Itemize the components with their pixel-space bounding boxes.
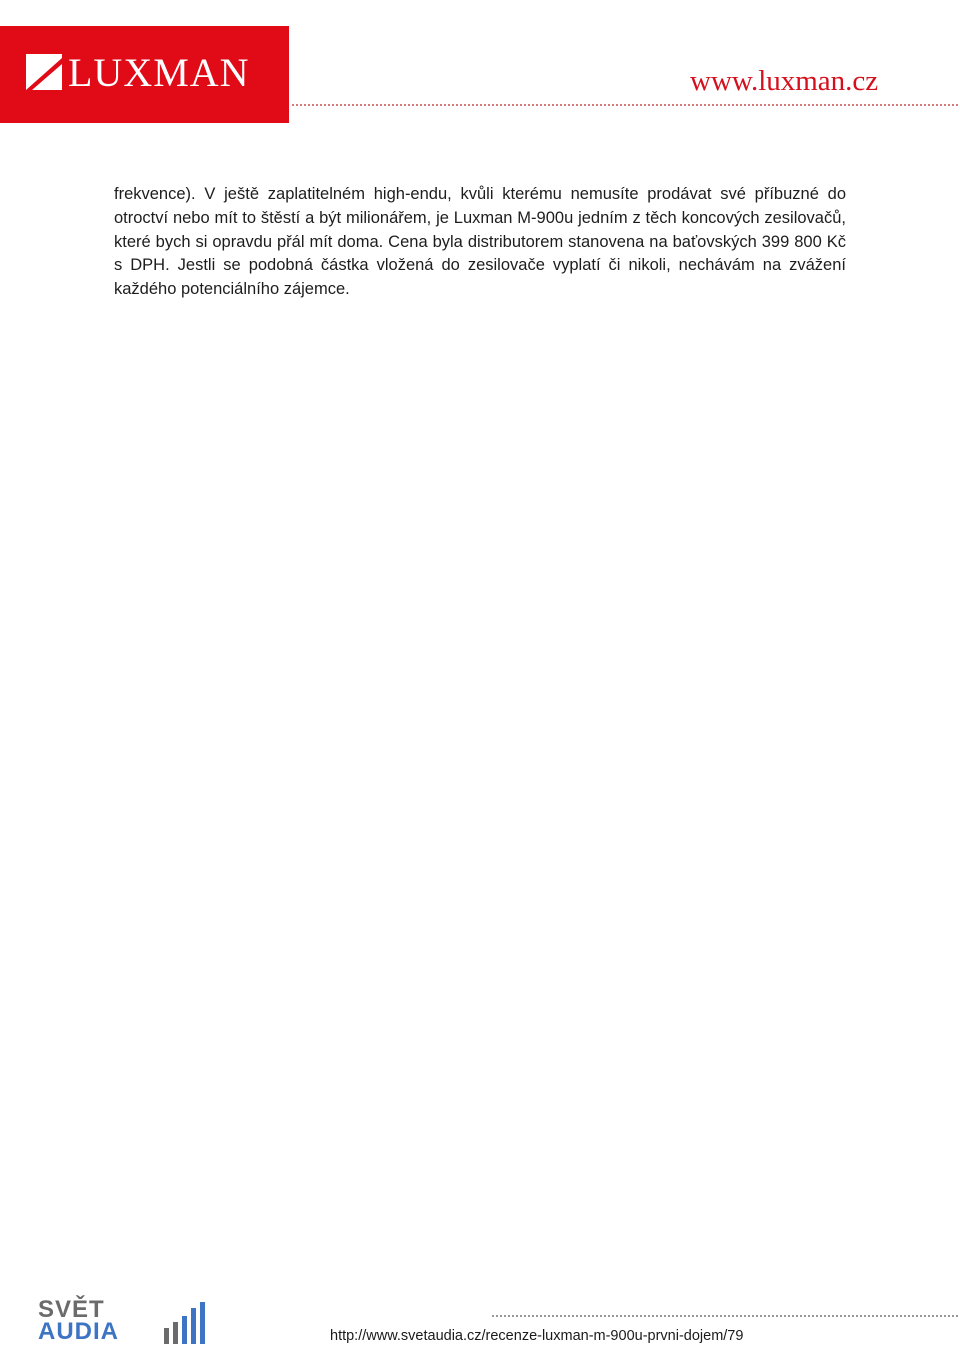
- svet-audia-logo: [38, 1298, 214, 1346]
- luxman-brand-text: LUXMAN: [68, 50, 250, 95]
- equalizer-bars-icon: [164, 1302, 214, 1344]
- luxman-logo-banner: [0, 26, 289, 123]
- logo-line-svet: SVĚT: [38, 1296, 105, 1323]
- source-url-link[interactable]: http://www.svetaudia.cz/recenze-luxman-m-900u-prvni-dojem/79: [330, 1328, 744, 1344]
- luxman-mark-icon: [26, 54, 62, 90]
- footer-divider: [492, 1315, 958, 1317]
- header-divider: [292, 104, 958, 106]
- article-paragraph: frekvence). V ještě zaplatitelném high-endu, kvůli kterému nemusíte prodávat své příbuzné do otroctví nebo mít to štěstí a být milionářem, je Luxman M-900u jedním z těch koncových zesilovačů, které bych si opravdu přál mít doma. Cena byla distributorem stanovena na baťovských 399 800 Kč s DPH. Jestli se podobná částka vložená do zesilovače vyplatí či nikoli, nechávám na zvážení každého potenciálního zájemce.: [114, 185, 846, 299]
- logo-line-audia: AUDIA: [38, 1318, 119, 1345]
- site-url[interactable]: www.luxman.cz: [690, 65, 879, 97]
